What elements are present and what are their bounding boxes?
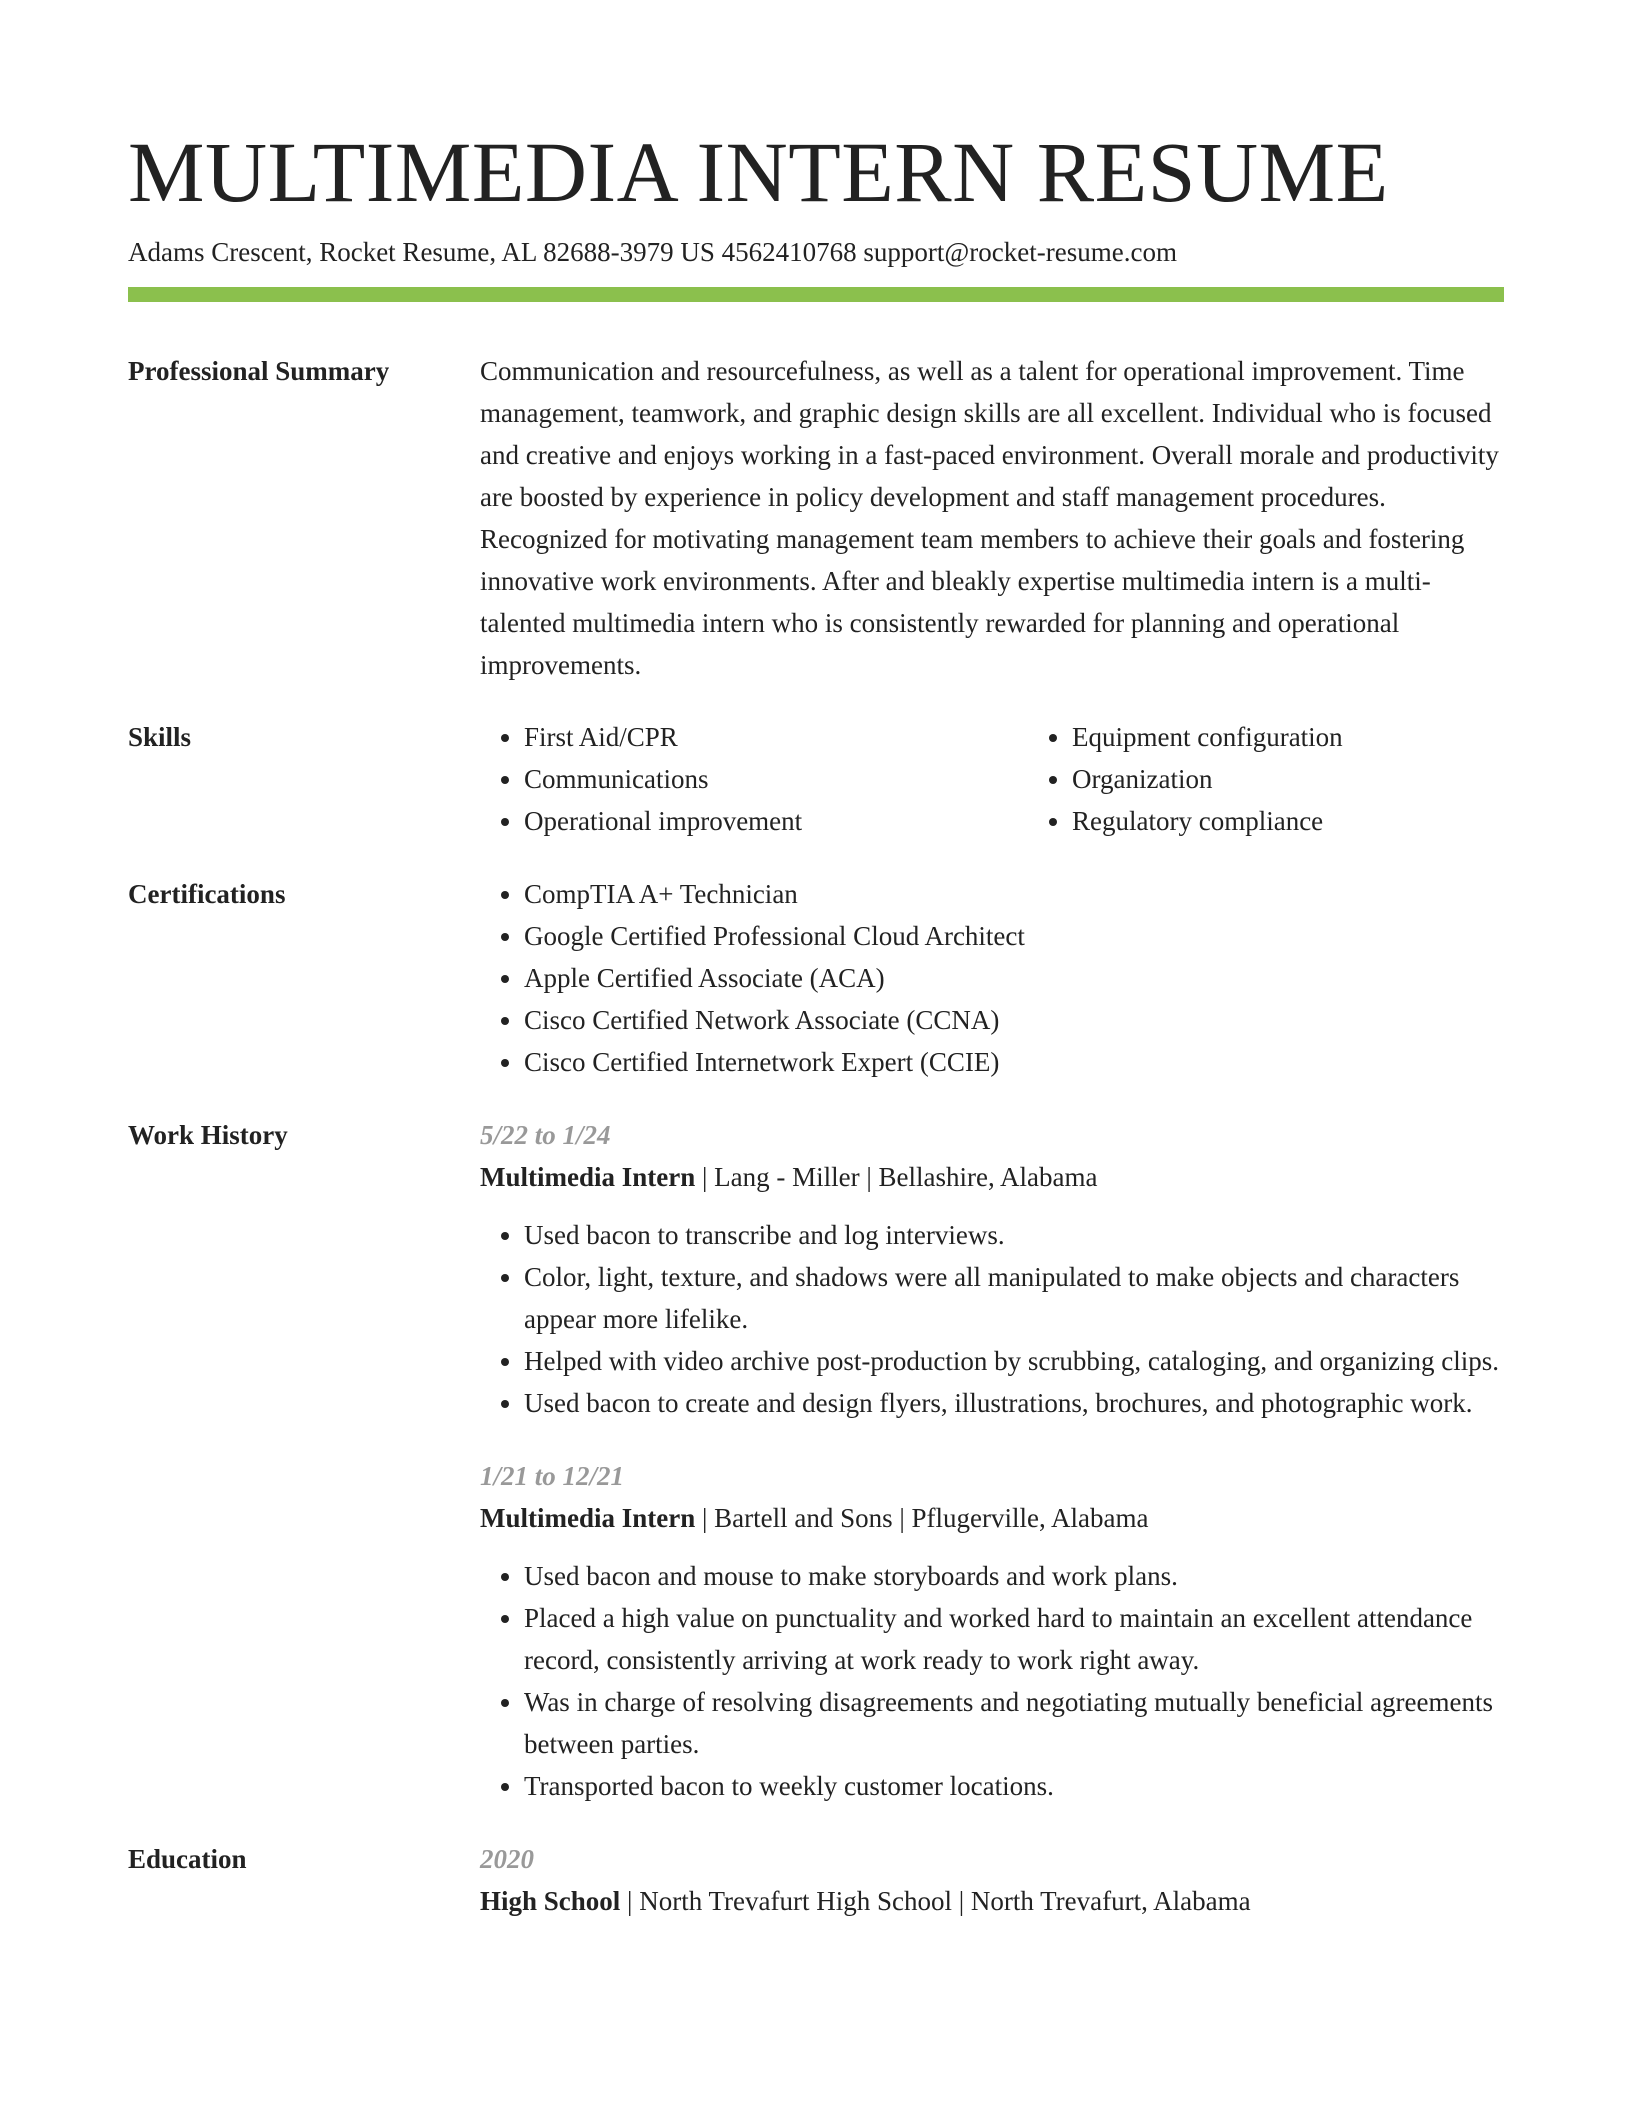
section-heading: Skills — [128, 722, 192, 752]
skills-list-right — [1028, 716, 1576, 842]
work-history-section — [128, 1114, 1504, 1807]
job-bullets — [480, 1214, 1504, 1424]
certification-item: • Apple Certified Associate (ACA) — [524, 957, 1504, 999]
education-year: 2020 — [480, 1844, 534, 1874]
job-bullet: • Color, light, texture, and shadows were all manipulated to make objects and characters appear more lifelike. — [524, 1256, 1504, 1340]
section-heading: Education — [128, 1844, 247, 1874]
skill-item: • Operational improvement — [524, 800, 1028, 842]
job-heading — [480, 1156, 1504, 1198]
certification-item: • CompTIA A+ Technician — [524, 873, 1504, 915]
skills-columns — [480, 716, 1576, 842]
job-bullet: • Placed a high value on punctuality and worked hard to maintain an excellent attendance record, consistently arriving at work ready to work right away. — [524, 1597, 1504, 1681]
certifications-section — [128, 873, 1504, 1083]
job-bullet: • Used bacon to transcribe and log interviews. — [524, 1214, 1504, 1256]
job-dates: 1/21 to 12/21 — [480, 1461, 625, 1491]
skills-section — [128, 716, 1504, 842]
job-entry — [480, 1455, 1504, 1807]
job-dates: 5/22 to 1/24 — [480, 1120, 611, 1150]
section-heading: Professional Summary — [128, 356, 390, 386]
contact-line: Adams Crescent, Rocket Resume, AL 82688-3979 US 4562410768 support@rocket-resume.com — [128, 237, 1177, 267]
job-details: | Bartell and Sons | Pflugerville, Alabama — [695, 1503, 1149, 1533]
summary-section — [128, 350, 1504, 686]
education-heading — [480, 1880, 1504, 1922]
certifications-list — [480, 873, 1504, 1083]
job-bullet: • Helped with video archive post-production by scrubbing, cataloging, and organizing clips. — [524, 1340, 1504, 1382]
job-bullet: • Used bacon to create and design flyers, illustrations, brochures, and photographic work. — [524, 1382, 1504, 1424]
skill-item: • Equipment configuration — [1072, 716, 1576, 758]
certification-item: • Cisco Certified Network Associate (CCNA) — [524, 999, 1504, 1041]
education-details: | North Trevafurt High School | North Trevafurt, Alabama — [620, 1886, 1251, 1916]
job-bullet: • Used bacon and mouse to make storyboards and work plans. — [524, 1555, 1504, 1597]
skills-list-left — [480, 716, 1028, 842]
header-divider — [128, 287, 1504, 302]
education-degree: High School — [480, 1886, 621, 1916]
summary-text: Communication and resourcefulness, as well as a talent for operational improvement. Time management, teamwork, and graphic design skills are all excellent. Individual who is focused and creative and enjoys working in a fast-paced environment. Overall morale and productivity are boosted by experience in policy development and staff management procedures. Recognized for motivating management team members to achieve their goals and fostering innovative work environments. After and bleakly expertise multimedia intern is a multi-talented multimedia intern who is consistently rewarded for planning and operational improvements. — [480, 356, 1499, 680]
skill-item: • Communications — [524, 758, 1028, 800]
resume-title: MULTIMEDIA INTERN RESUME — [128, 124, 1389, 220]
section-heading: Certifications — [128, 879, 286, 909]
skill-item: • First Aid/CPR — [524, 716, 1028, 758]
job-bullet: • Transported bacon to weekly customer locations. — [524, 1765, 1504, 1807]
section-heading: Work History — [128, 1120, 288, 1150]
certification-item: • Google Certified Professional Cloud Architect — [524, 915, 1504, 957]
certification-item: • Cisco Certified Internetwork Expert (CCIE) — [524, 1041, 1504, 1083]
job-title: Multimedia Intern — [480, 1503, 696, 1533]
skill-item: • Regulatory compliance — [1072, 800, 1576, 842]
job-heading — [480, 1497, 1504, 1539]
education-section — [128, 1838, 1504, 1922]
job-bullets — [480, 1555, 1504, 1807]
resume-page — [128, 122, 1504, 1922]
job-entry — [480, 1114, 1504, 1424]
job-bullet: • Was in charge of resolving disagreements and negotiating mutually beneficial agreements between parties. — [524, 1681, 1504, 1765]
job-details: | Lang - Miller | Bellashire, Alabama — [695, 1162, 1098, 1192]
skill-item: • Organization — [1072, 758, 1576, 800]
job-title: Multimedia Intern — [480, 1162, 696, 1192]
